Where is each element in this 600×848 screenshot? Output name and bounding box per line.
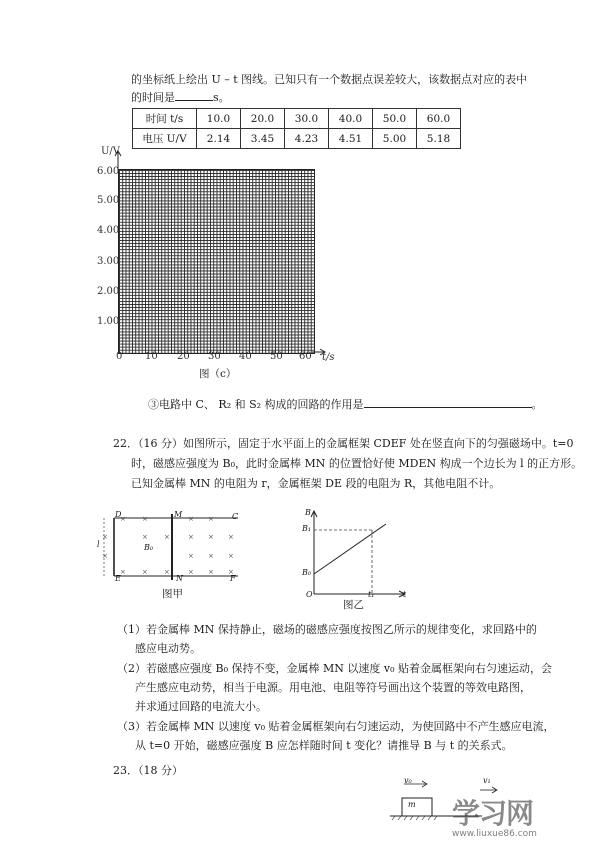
table-cell: 3.45 — [241, 129, 285, 149]
intro-line-2-suffix: s。 — [213, 91, 230, 104]
q22-line-3: 已知金属棒 MN 的电阻为 r，金属框架 DE 段的电阻为 R，其他电阻不计。 — [131, 477, 501, 490]
y-tick: 4.00 — [97, 225, 120, 236]
table-cell: 4.23 — [285, 129, 329, 149]
svg-text:×: × — [142, 515, 148, 523]
label-m-block: m — [408, 800, 416, 809]
svg-text:×: × — [208, 552, 214, 560]
svg-text:×: × — [228, 568, 234, 576]
label-v1: v₁ — [483, 776, 491, 785]
label-m: M — [174, 510, 183, 519]
svg-text:×: × — [208, 568, 214, 576]
table-cell: 30.0 — [285, 109, 329, 129]
y-tick: 1.00 — [97, 316, 120, 327]
label-e: E — [115, 574, 121, 583]
x-tick: 60 — [299, 351, 312, 362]
x-tick: 0 — [116, 351, 123, 362]
y-tick: 2.00 — [97, 286, 120, 297]
svg-text:×: × — [120, 515, 126, 523]
svg-text:×: × — [228, 533, 234, 541]
svg-text:×: × — [142, 568, 148, 576]
label-b0-graph: B₀ — [302, 568, 312, 577]
x-axis-label: t/s — [322, 352, 335, 363]
svg-text:×: × — [142, 533, 148, 541]
table-cell: 5.18 — [417, 129, 461, 149]
table-cell: 60.0 — [417, 109, 461, 129]
graph-paper-grid — [118, 169, 315, 354]
q22-sub3-line-2: 从 t=0 开始，磁感应强度 B 应怎样随时间 t 变化？请推导 B 与 t 的关系式。 — [135, 739, 513, 752]
label-b: B — [305, 508, 311, 517]
q23-title: 23．（18 分） — [113, 764, 183, 777]
svg-text:×: × — [188, 515, 194, 523]
figure-b-graph — [300, 508, 410, 598]
svg-text:×: × — [102, 552, 108, 560]
table-cell: 5.00 — [373, 129, 417, 149]
answer-blank — [364, 407, 532, 408]
answer-blank — [175, 100, 213, 101]
q22-sub3-line-1: （3）若金属棒 MN 以速度 v₀ 贴着金属框架向右匀速运动，为使回路中不产生感应电流， — [117, 720, 555, 733]
x-tick: 20 — [177, 351, 190, 362]
watermark-logo: 学习网 — [452, 797, 534, 830]
y-tick: 6.00 — [97, 166, 120, 177]
table-cell: 4.51 — [329, 129, 373, 149]
x-tick: 40 — [239, 351, 252, 362]
svg-text:×: × — [208, 533, 214, 541]
table-cell: 2.14 — [197, 129, 241, 149]
y-tick: 5.00 — [97, 195, 120, 206]
q21-part3-text: ③电路中 C、 R₂ 和 S₂ 构成的回路的作用是 — [148, 398, 364, 411]
q22-sub2-line-3: 并求通过回路的电流大小。 — [135, 700, 267, 713]
svg-text:×: × — [102, 533, 108, 541]
q21-part3-suffix: 。 — [531, 398, 543, 411]
label-o: O — [306, 590, 313, 599]
table-header-voltage: 电压 U/V — [133, 129, 197, 149]
q22-line-1: 22．（16 分）如图所示，固定于水平面上的金属框架 CDEF 处在竖直向下的匀强磁场中。t=0 — [113, 437, 574, 450]
data-table — [132, 108, 461, 149]
figure-b-caption: 图乙 — [343, 599, 364, 611]
q22-line-2: 时，磁感应强度为 B₀，此时金属棒 MN 的位置恰好使 MDEN 构成一个边长为 l 的正方形。 — [131, 457, 583, 470]
svg-text:×: × — [188, 552, 194, 560]
label-v0: v₀ — [404, 776, 412, 785]
svg-text:×: × — [164, 568, 170, 576]
table-row-voltage — [133, 129, 461, 149]
q21-part3 — [148, 397, 543, 413]
q22-sub1-line-2: 感应电动势。 — [135, 642, 201, 655]
table-cell: 10.0 — [197, 109, 241, 129]
q22-sub1-line-1: （1）若金属棒 MN 保持静止，磁场的磁感应强度按图乙所示的规律变化，求回路中的 — [117, 623, 537, 636]
table-cell: 50.0 — [373, 109, 417, 129]
svg-text:×: × — [164, 533, 170, 541]
intro-line-2-prefix: 的时间是 — [131, 91, 175, 104]
x-tick: 10 — [145, 351, 158, 362]
label-t1: t₁ — [368, 590, 375, 599]
y-axis-label: U/V — [101, 146, 121, 157]
label-f: F — [230, 574, 236, 583]
figure-c-caption: 图（c） — [199, 368, 237, 380]
x-tick: 30 — [208, 351, 221, 362]
svg-text:×: × — [208, 515, 214, 523]
label-b1: B₁ — [302, 524, 312, 533]
watermark-url: www.liuxue86.com — [452, 829, 537, 839]
label-l: l — [97, 540, 100, 549]
table-row-time — [133, 109, 461, 129]
intro-line-2 — [131, 90, 230, 106]
label-d: D — [115, 510, 122, 519]
svg-text:×: × — [120, 568, 126, 576]
svg-text:×: × — [228, 552, 234, 560]
x-tick: 50 — [270, 351, 283, 362]
table-header-time: 时间 t/s — [133, 109, 197, 129]
y-tick: 3.00 — [97, 256, 120, 267]
q22-sub2-line-2: 产生感应电动势，相当于电源。用电池、电阻等符号画出这个装置的等效电路图， — [135, 681, 531, 694]
q22-sub2-line-1: （2）若磁感应强度 B₀ 保持不变，金属棒 MN 以速度 v₀ 贴着金属框架向右匀速运动，会 — [117, 662, 552, 675]
label-c: C — [232, 512, 239, 521]
table-cell: 40.0 — [329, 109, 373, 129]
svg-text:×: × — [188, 568, 194, 576]
svg-text:×: × — [188, 533, 194, 541]
intro-line-1: 的坐标纸上绘出 U – t 图线。已知只有一个数据点误差较大，该数据点对应的表中 — [131, 73, 528, 86]
figure-a-caption: 图甲 — [162, 588, 183, 600]
label-t: t — [403, 590, 407, 599]
table-cell: 20.0 — [241, 109, 285, 129]
label-n: N — [176, 574, 183, 583]
label-b0: B₀ — [144, 543, 154, 552]
